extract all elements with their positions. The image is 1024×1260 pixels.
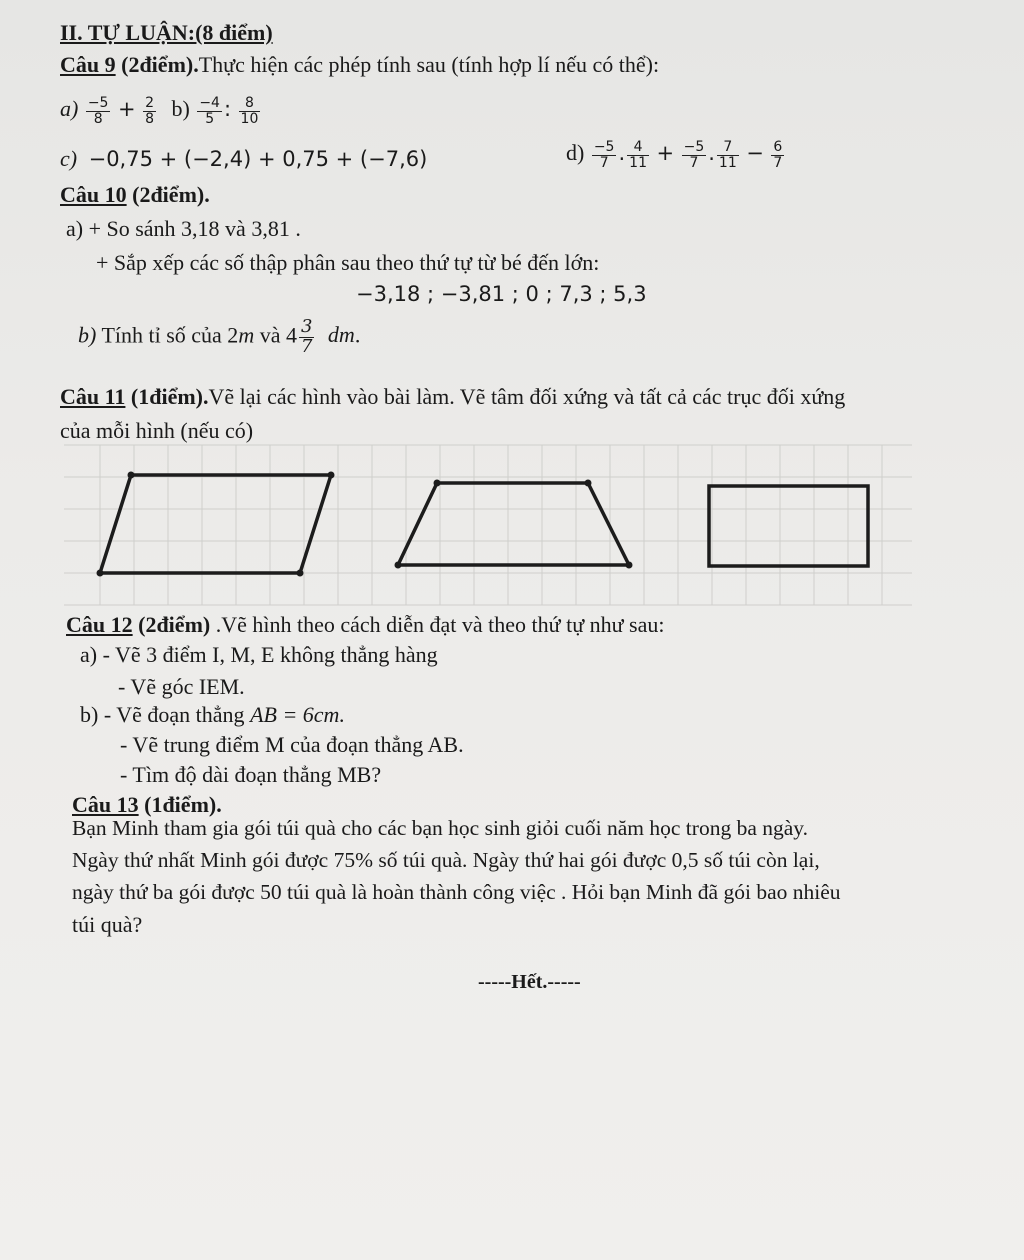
- q9-a-frac1: $\frac{-5}{8}$: [87, 95, 109, 127]
- q9-d-frac1: $\frac{-5}{7}$: [593, 139, 615, 171]
- q9-d-frac4: $\frac{7}{11}$: [718, 139, 737, 171]
- q9-label: Câu 9: [60, 52, 116, 77]
- rectangle-figure: [709, 486, 868, 566]
- q10-a-line1: a) + So sánh 3,18 và 3,81 .: [66, 216, 301, 241]
- q9-points: (2điểm).: [121, 52, 199, 77]
- q9-b-frac2: $\frac{8}{10}$: [240, 95, 259, 127]
- grid-lines: [64, 445, 912, 605]
- q11-text2: của mỗi hình (nếu có): [60, 418, 254, 443]
- q9-text: Thực hiện các phép tính sau (tính hợp lí nếu có thể):: [198, 52, 660, 77]
- q12-b2: - Vẽ trung điểm M của đoạn thẳng AB.: [120, 732, 464, 757]
- parallelogram-vertices: [97, 472, 335, 577]
- q9-d-frac2: $\frac{4}{11}$: [629, 139, 647, 171]
- q10-heading: Câu 10 (2điểm).: [60, 182, 210, 207]
- q12-heading: Câu 12 (2điểm) .Vẽ hình theo cách diễn đạt và theo thứ tự như sau:: [66, 612, 665, 637]
- q10-b-frac: $\frac{3}{7}$: [300, 316, 313, 357]
- q10-b: b) Tính tỉ số của 2m và 4 $\frac{3}{7}$ dm.: [78, 316, 361, 357]
- q12-b3: - Tìm độ dài đoạn thẳng MB?: [120, 762, 382, 787]
- q9-d-frac5: $\frac{6}{7}$: [773, 139, 783, 171]
- q13-p3: ngày thứ ba gói được 50 túi quà là hoàn thành công việc . Hỏi bạn Minh đã gói bao nhiêu: [72, 880, 841, 904]
- q13-heading: Câu 13 (1điểm).: [72, 792, 222, 817]
- q10-a-numbers: −3,18 ; −3,81 ; 0 ; 7,3 ; 5,3: [356, 282, 647, 306]
- trapezoid-vertices: [395, 480, 633, 569]
- q13-p1: Bạn Minh tham gia gói túi quà cho các bạn học sinh giỏi cuối năm học trong ba ngày.: [72, 816, 809, 840]
- q13-p2: Ngày thứ nhất Minh gói được 75% số túi quà. Ngày thứ hai gói được 0,5 số túi còn lại,: [72, 848, 820, 872]
- q9-b-frac1: $\frac{-4}{5}$: [199, 95, 220, 127]
- q9-d-frac3: $\frac{-5}{7}$: [683, 139, 705, 171]
- q13-p4: túi quà?: [72, 912, 143, 937]
- q12-a2: - Vẽ góc IEM.: [118, 674, 245, 699]
- q12-a1: a) - Vẽ 3 điểm I, M, E không thẳng hàng: [80, 642, 438, 667]
- section-title: II. TỰ LUẬN:(8 điểm): [60, 20, 273, 45]
- end-text: -----Hết.-----: [478, 971, 581, 993]
- q10-a-line2: + Sắp xếp các số thập phân sau theo thứ tự từ bé đến lớn:: [96, 250, 600, 275]
- q9-c: c) −0,75 + (−2,4) + 0,75 + (−7,6): [60, 146, 428, 171]
- q9-d: d) $\frac{-5}{7}$ . $\frac{4}{11}$ + $\frac{-5}{7}$ . $\frac{7}{11}$ − $\frac{6}{7}$: [566, 139, 783, 171]
- q9-a-frac2: $\frac{2}{8}$: [145, 95, 154, 127]
- q9-a: a) $\frac{-5}{8}$ + $\frac{2}{8}$ b) $\frac{-4}{5}$ : $\frac{8}{10}$: [60, 95, 259, 127]
- trapezoid-figure: [398, 483, 629, 565]
- q11-heading: Câu 11 (1điểm).Vẽ lại các hình vào bài làm. Vẽ tâm đối xứng và tất cả các trục đối xứng: [60, 384, 846, 409]
- q12-b1: b) - Vẽ đoạn thẳng AB = 6cm.: [80, 702, 345, 727]
- parallelogram-figure: [100, 475, 331, 573]
